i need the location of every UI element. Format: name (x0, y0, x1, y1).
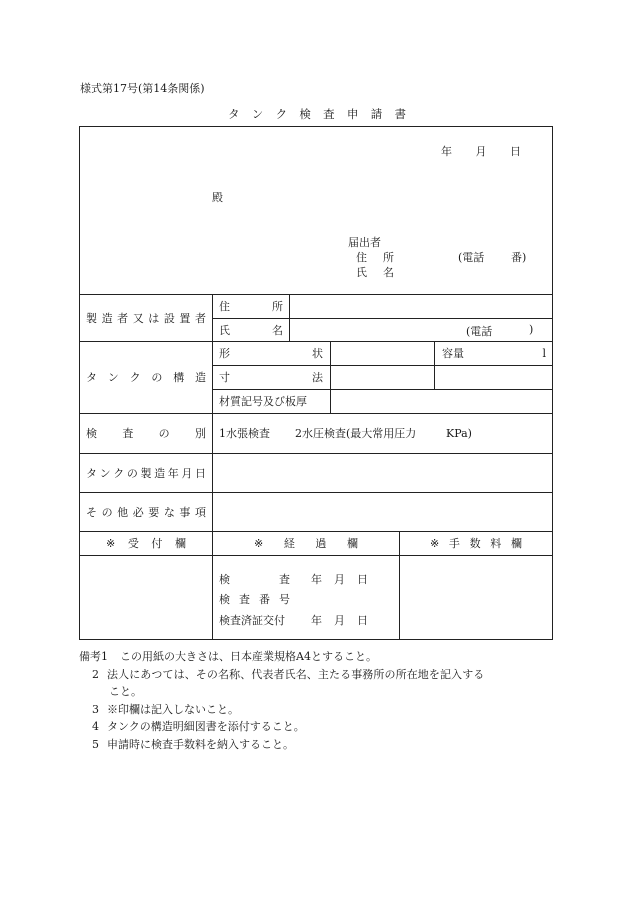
other-matters-label: そ の 他 必 要 な 事 項 (86, 505, 206, 519)
notifier-label: 届出者 (348, 236, 381, 249)
manufacturer-phone-close: ) (529, 323, 534, 336)
title-char: 書 (394, 107, 406, 121)
shape-field[interactable] (331, 342, 434, 365)
material-label: 材質記号及び板厚 (219, 395, 307, 408)
date-year: 年 (441, 145, 452, 158)
water-pressure-inspection-option[interactable]: 2水圧検査(最大常用圧力 (295, 427, 417, 440)
note-number: 2 (92, 667, 99, 681)
notes-head: 備考1 (79, 650, 108, 663)
date-month: 月 (475, 145, 487, 158)
table-border-left (79, 126, 80, 640)
manufacturer-address-label: 住 所 (219, 300, 283, 313)
note-item: 申請時に検査手数料を納入すること。 (107, 737, 294, 751)
title-char: 検 (299, 107, 311, 121)
manufacture-date-label: タ ン ク の 製 造 年 月 日 (86, 466, 206, 480)
water-fill-inspection-option[interactable]: 1水張検査 (219, 427, 270, 440)
title-char: ン (251, 107, 264, 121)
capacity (442, 341, 546, 365)
form-number: 様式第17号(第14条関係) (80, 82, 205, 95)
note-item: タンクの構造明細図書を添付すること。 (107, 720, 305, 733)
manufacturer-address-field[interactable] (290, 295, 552, 318)
note-number: 5 (92, 737, 99, 751)
pressure-unit: KPa) (446, 426, 472, 440)
submission-date (441, 143, 521, 159)
title-char: 請 (370, 107, 383, 121)
notifier-phone-open: (電話 (458, 251, 485, 264)
form-title (228, 106, 406, 122)
manufacturer-name-field[interactable] (290, 319, 450, 341)
note-number: 4 (92, 720, 99, 733)
manufacturer-phone-open: (電話 (466, 325, 493, 338)
structure-label: タ ン ク の 構 造 (86, 371, 206, 384)
table-border-right (552, 126, 553, 640)
other-matters-field[interactable] (213, 493, 552, 531)
table-border-top (79, 126, 553, 127)
manufacturer-label: 製 造 者 又 は 設 置 者 (86, 311, 206, 325)
dimension-label: 寸 法 (219, 371, 323, 384)
note-item: 法人にあつては、その名称、代表者氏名、主たる事務所の所在地を記入する (107, 667, 485, 681)
notifier-name-label: 氏 名 (356, 266, 394, 279)
certificate-issued-label: 検査済証交付 (219, 614, 285, 627)
manufacture-date-field[interactable] (213, 454, 552, 492)
inspection-type-label: 検 査 の 別 (86, 427, 206, 440)
notifier-phone-close: 番) (511, 251, 527, 264)
row-divider (79, 555, 553, 556)
fee-column-header: ※ 手 数 料 欄 (430, 536, 522, 550)
inspection-label: 検 査 (219, 573, 290, 586)
reception-column-header: ※ 受 付 欄 (106, 536, 186, 550)
progress-column-header: ※ 経 過 欄 (254, 536, 358, 550)
shape-label: 形 状 (219, 347, 323, 360)
notifier-address-label: 住 所 (356, 251, 394, 264)
certificate-date: 年 月 日 (311, 614, 368, 627)
dimension-field[interactable] (331, 366, 434, 389)
inspection-number-label: 検 査 番 号 (219, 593, 290, 606)
notes (79, 648, 559, 753)
capacity-label: 容量 (442, 347, 464, 360)
capacity-unit: l (542, 346, 546, 360)
col-divider (434, 341, 435, 389)
table-border-bottom (79, 639, 553, 640)
material-field[interactable] (331, 390, 552, 413)
title-char: タ (228, 107, 240, 121)
addressee-suffix: 殿 (212, 191, 223, 204)
note-item: この用紙の大きさは、日本産業規格A4とすること。 (120, 650, 377, 663)
title-char: 申 (346, 107, 359, 121)
date-day: 日 (510, 145, 521, 158)
title-char: ク (275, 107, 288, 121)
note-item: ※印欄は記入しないこと。 (107, 702, 239, 716)
inspection-date: 年 月 日 (311, 573, 368, 586)
title-char: 査 (323, 107, 335, 121)
note-item: こと。 (109, 685, 142, 698)
col-divider (399, 531, 400, 639)
note-number: 3 (92, 702, 99, 716)
manufacturer-name-label: 氏 名 (219, 323, 283, 337)
